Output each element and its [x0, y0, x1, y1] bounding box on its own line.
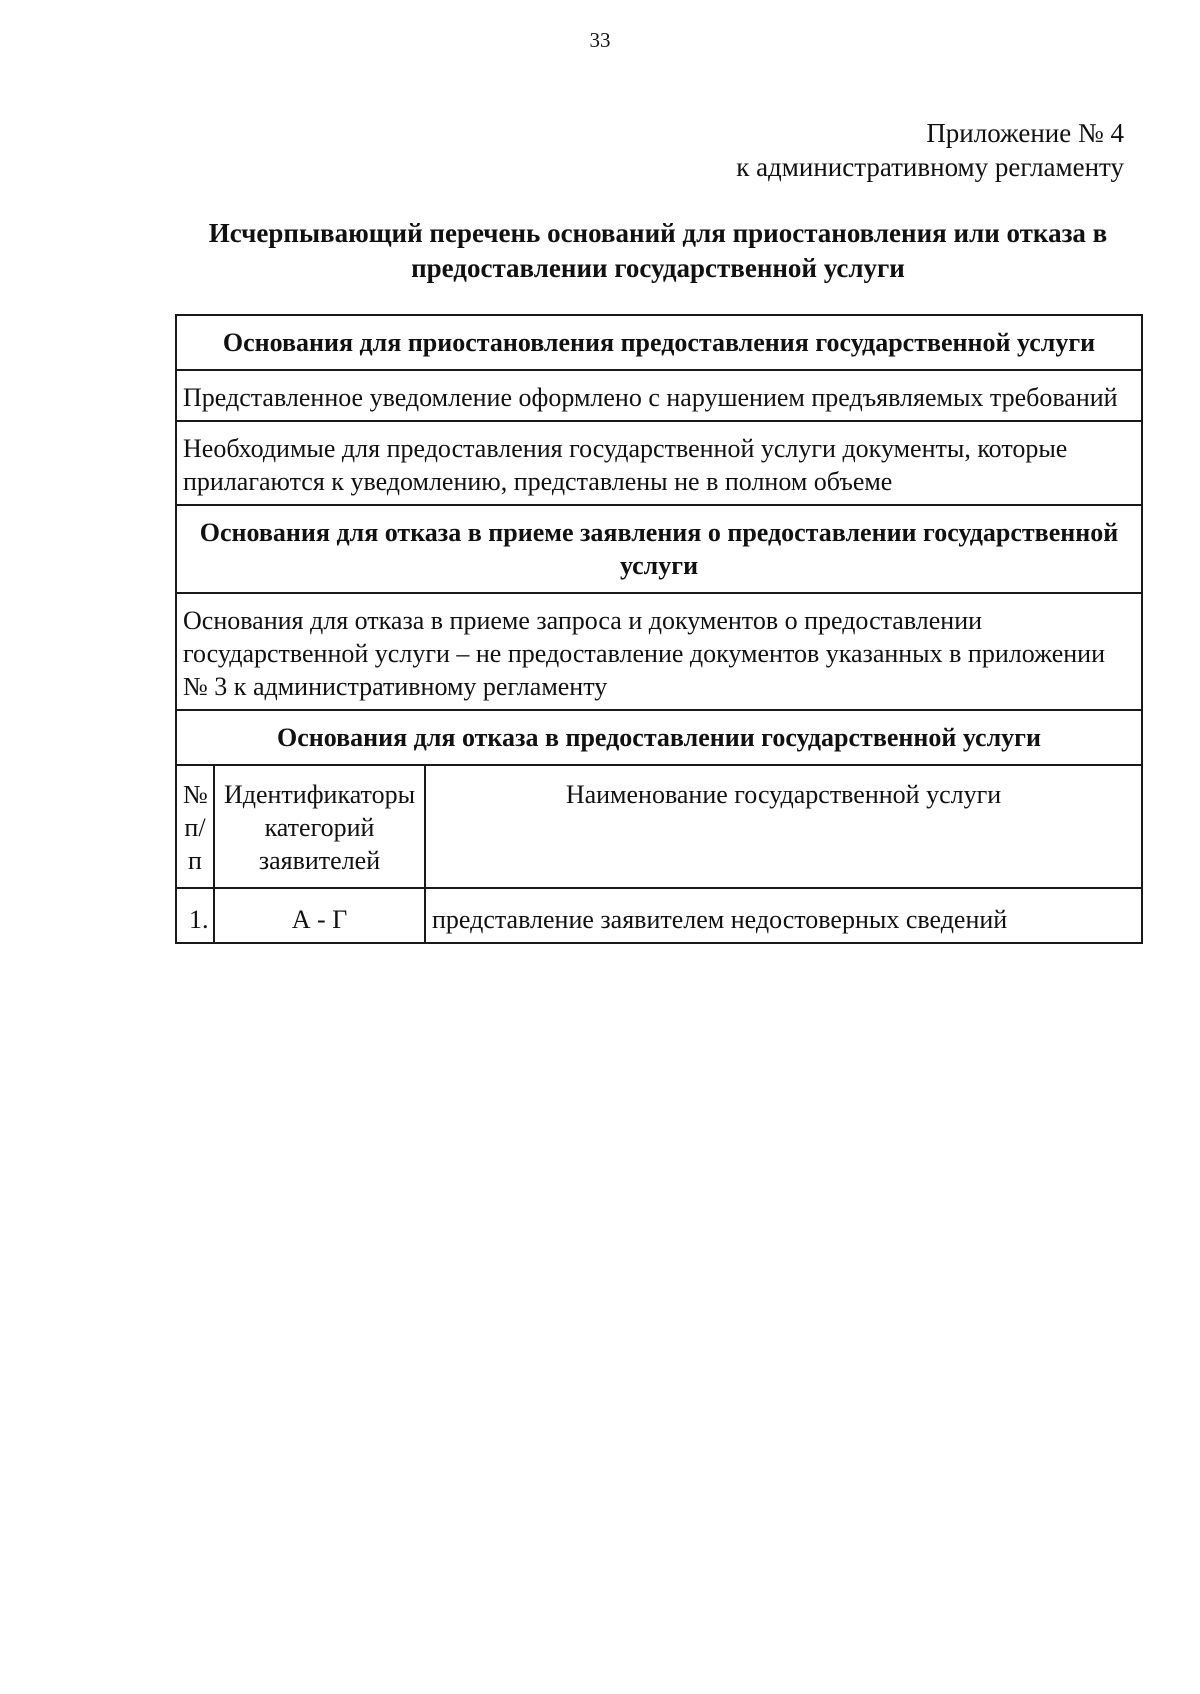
reception-refusal-heading-row: [176, 505, 1142, 593]
column-header-number: № п/п: [176, 765, 214, 888]
reception-refusal-heading: Основания для отказа в приеме заявления о предоставлении государственной услуги: [176, 505, 1142, 593]
appendix-line-2: к административному регламенту: [736, 152, 1124, 182]
suspension-heading: Основания для приостановления предоставления государственной услуги: [176, 315, 1142, 370]
grounds-table: [175, 314, 1143, 944]
reception-refusal-row: [176, 593, 1142, 710]
appendix-line-1: Приложение № 4: [926, 118, 1124, 148]
table-row: [176, 888, 1142, 943]
service-refusal-heading: Основания для отказа в предоставлении государственной услуги: [176, 710, 1142, 765]
page-number: 33: [589, 28, 611, 52]
row-number: 1.: [176, 888, 214, 943]
service-refusal-column-headers: [176, 765, 1142, 888]
document-title: Исчерпывающий перечень оснований для приостановления или отказа в предоставлении государственной услуги: [208, 218, 1108, 283]
service-refusal-heading-row: [176, 710, 1142, 765]
column-header-service-name: Наименование государственной услуги: [425, 765, 1142, 888]
suspension-heading-row: [176, 315, 1142, 370]
suspension-row: [176, 421, 1142, 505]
appendix-reference: [736, 116, 1124, 184]
row-service-name: представление заявителем недостоверных сведений: [425, 888, 1142, 943]
reception-refusal-reason-1: Основания для отказа в приеме запроса и документов о предоставлении государственной услуги – не предоставление документов указанных в приложении № 3 к административному регламенту: [176, 593, 1142, 710]
column-header-identifiers: Идентификаторы категорий заявителей: [214, 765, 425, 888]
suspension-reason-1: Представленное уведомление оформлено с нарушением предъявляемых требований: [176, 370, 1142, 421]
suspension-reason-2: Необходимые для предоставления государственной услуги документы, которые прилагаются к уведомлению, представлены не в полном объеме: [176, 421, 1142, 505]
row-identifiers: А - Г: [214, 888, 425, 943]
suspension-row: [176, 370, 1142, 421]
